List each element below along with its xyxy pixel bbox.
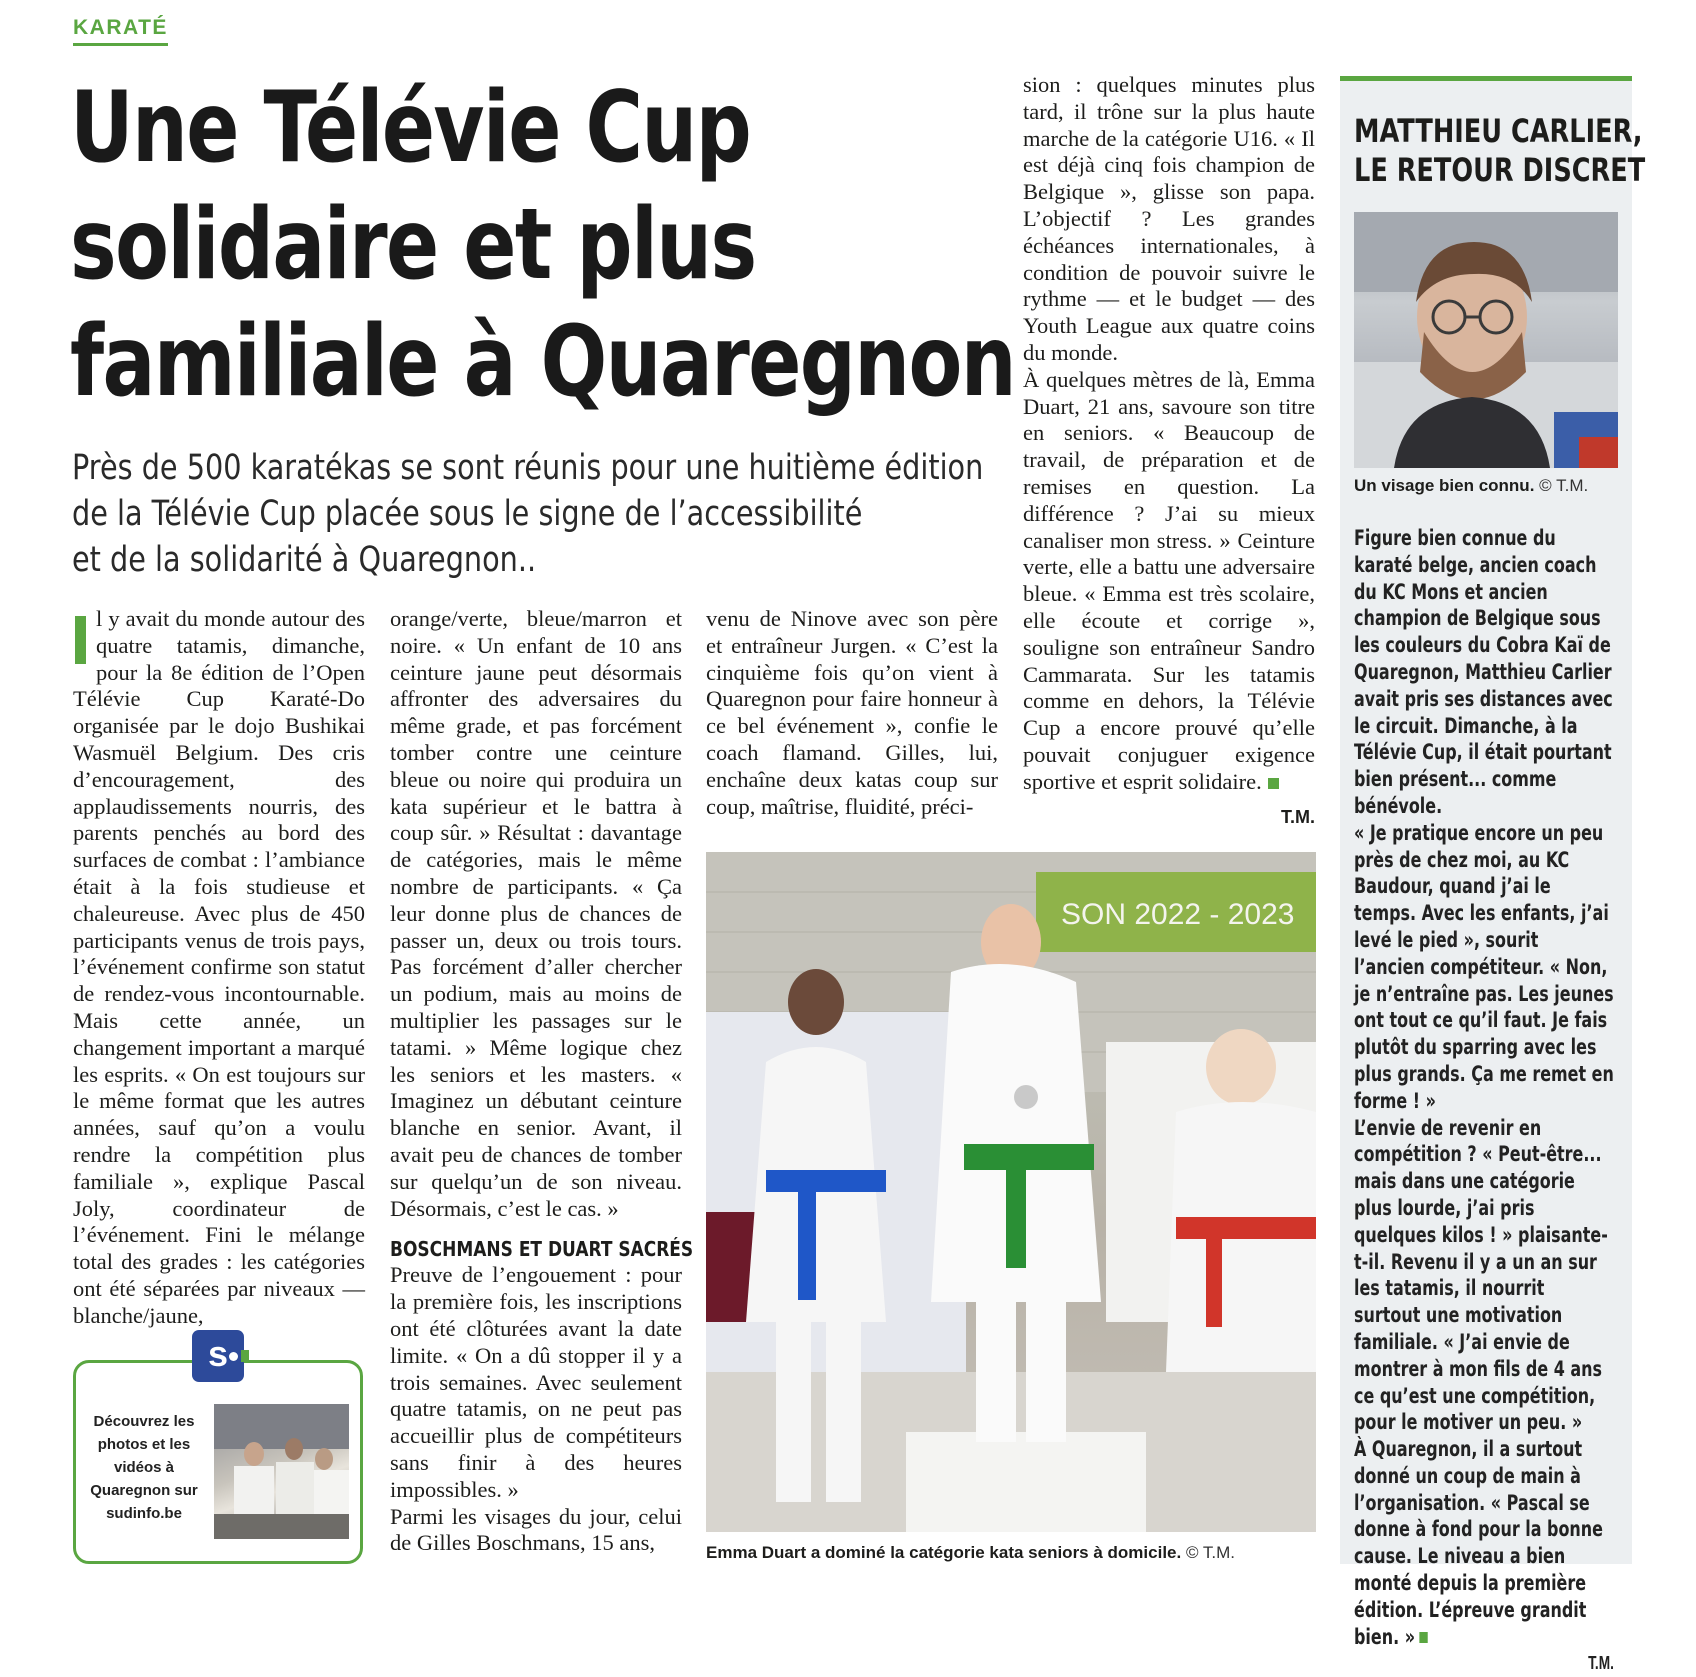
article-column-4 [1023, 72, 1315, 827]
sidebar-photo-caption [1354, 476, 1654, 496]
sidebar-end-mark-icon [1420, 1632, 1428, 1643]
sidebar-body [1354, 525, 1614, 1674]
photo-banner-text: SON 2022 - 2023 [1061, 898, 1295, 931]
headline-line-1: Une Télévie Cup [70, 71, 751, 185]
main-caption-credit: © T.M. [1185, 1543, 1236, 1562]
subheading: BOSCHMANS ET DUART SACRÉS [390, 1237, 694, 1262]
article-column-1 [73, 606, 365, 1328]
sidebar-paragraph-3: L’envie de revenir en compétition ? « Peut-être... mais dans une catégorie plus lourde, j’ai pris quelques kilos ! » plaisante-t-il. Revenu il y a un an sur les tatamis, il nourrit surtout une motivation familiale. « J’ai envie de montrer à mon fils de 4 ans ce qu’est une compétition, pour le motiver un peu. » [1354, 1115, 1608, 1435]
promo-thumbnail[interactable] [214, 1404, 349, 1539]
lead-line-2: de la Télévie Cup placée sous le signe de l’accessibilité [72, 494, 863, 534]
article-text-col2c: Parmi les visages du jour, celui de Gilles Boschmans, 15 ans, [390, 1503, 682, 1556]
article-text-col4a: sion : quelques minutes plus tard, il trône sur la plus haute marche de la catégorie U16. « Il est déjà cinq fois champion de Belgique », glisse son papa. L’objectif ? Les grandes échéances internationales, à condition de pouvoir suivre le rythme — et le budget — des Youth League aux quatre coins du monde. [1023, 72, 1315, 365]
portrait-illustration [1354, 212, 1618, 468]
sidebar-caption-text: Un visage bien connu. [1354, 476, 1535, 495]
main-caption-text: Emma Duart a dominé la catégorie kata seniors à domicile. [706, 1543, 1182, 1562]
article-signature: T.M. [1281, 806, 1315, 827]
sidebar-title-line-2: LE RETOUR DISCRET [1354, 151, 1646, 189]
drop-cap-bar [75, 616, 86, 664]
sudinfo-logo-letter: s [207, 1333, 229, 1374]
article-text-col2b: Preuve de l’engouement : pour la première fois, les inscriptions ont été clôturées avant la date limite. « On a dû stopper il y a trois semaines. Avec seulement quatre tatamis, on ne peut pas accueillir plus de compétiteurs sans finir à des heures impossibles. » [390, 1262, 682, 1502]
promo-text[interactable]: Découvrez les photos et les vidéos à Quaregnon sur sudinfo.be [90, 1413, 198, 1522]
sidebar-paragraph-4: À Quaregnon, il a surtout donné un coup de main à l’organisation. « Pascal se donne à fond pour la bonne cause. Le niveau a bien monté depuis la première édition. L’épreuve grandit bien. » [1354, 1437, 1603, 1649]
article-text-col4b: À quelques mètres de là, Emma Duart, 21 ans, savoure son titre en seniors. « Beaucoup de travail, de préparation et de remises en question. La différence ? J’ai su mieux canaliser mon stress. » Ceinture verte, elle a battu une adversaire bleue. « Emma est très scolaire, elle écoute et corrige », souligne son entraîneur Sandro Cammarata. Sur les tatamis comme en dehors, la Télévie Cup a encore prouvé qu’elle pouvait conjuguer exigence sportive et esprit solidaire. [1023, 366, 1315, 794]
podium-photo-illustration [706, 852, 1316, 1532]
lead-paragraph [72, 445, 984, 583]
sidebar-title [1354, 112, 1646, 190]
article-text-col1: l y avait du monde autour des quatre tatamis, dimanche, pour la 8e édition de l’Open Télévie Cup Karaté-Do organisée par le dojo Bushikai Wasmuël Belgium. Des cris d’encouragement, des applaudissements nourris, des parents penchés au bord des surfaces de combat : l’ambiance était à la fois studieuse et chaleureuse. Avec plus de 450 participants venus de trois pays, l’événement confirme son statut de rendez-vous incontournable. Mais cette année, un changement important a marqué les esprits. « On est toujours sur le même format que les autres années, sauf qu’on a voulu rendre la compétition plus familiale », explique Pascal Joly, coordinateur de l’événement. Fini le mélange total des grades : les catégories ont été séparées par niveaux — blanche/jaune, [73, 606, 365, 1328]
lead-line-3: et de la solidarité à Quaregnon.. [72, 540, 537, 580]
article-text-col2a: orange/verte, bleue/marron et noire. « Un enfant de 10 ans ceinture jaune peut désormais affronter des adversaires du même grade, et pas forcément tomber contre une ceinture bleue ou noire qui produira un kata supérieur et le battra à coup sûr. » Résultat : davantage de catégories, mais le même nombre de participants. « Ça leur donne plus de chances de passer un, deux ou trois tours. Pas forcément d’aller chercher un podium, mais au moins de multiplier les passages sur le tatami. » Même logique chez les seniors et les masters. « Imaginez un débutant ceinture blanche en senior. Avant, il avait peu de chances de tomber sur quelqu’un de son niveau. Désormais, c’est le cas. » [390, 606, 682, 1221]
section-tag: KARATÉ [73, 16, 168, 46]
sidebar-paragraph-1: Figure bien connue du karaté belge, ancien coach du KC Mons et ancien champion de Belgique sous les couleurs du Cobra Kaï de Quaregnon, Matthieu Carlier avait pris ses distances avec le circuit. Dimanche, à la Télévie Cup, il était pourtant bien présent... comme bénévole. [1354, 526, 1613, 818]
main-photo [706, 852, 1316, 1532]
headline-line-2: solidaire et plus [70, 188, 756, 302]
sudinfo-logo-icon [192, 1330, 244, 1382]
sidebar-caption-credit: © T.M. [1539, 476, 1589, 495]
sidebar-title-line-1: MATTHIEU CARLIER, [1354, 112, 1643, 150]
sidebar-paragraph-2: « Je pratique encore un peu près de chez moi, au KC Baudour, quand j’ai le temps. Avec les enfants, j’ai levé le pied », sourit l’ancien compétiteur. « Non, je n’entraîne pas. Les jeunes ont tout ce qu’il faut. Je fais plutôt du sparring avec les plus grands. Ça me remet en forme ! » [1354, 820, 1614, 1113]
promo-thumbnail-illustration [214, 1404, 349, 1539]
lead-line-1: Près de 500 karatékas se sont réunis pour une huitième édition [72, 448, 984, 488]
article-column-2 [390, 606, 694, 1606]
headline-line-3: familiale à Quaregnon [70, 305, 1015, 419]
sidebar-signature: T.M. [1588, 1653, 1614, 1674]
article-column-3 [706, 606, 998, 819]
article-text-col3: venu de Ninove avec son père et entraîneur Jurgen. « C’est la cinquième fois qu’on vient à Quaregnon pour faire honneur à ce bel événement », confie le coach flamand. Gilles, lui, enchaîne deux katas coup sur coup, maîtrise, fluidité, préci- [706, 606, 998, 819]
end-mark-icon [1268, 778, 1279, 789]
main-photo-caption [706, 1543, 1326, 1563]
headline [70, 70, 1015, 421]
sidebar-portrait-photo [1354, 212, 1618, 468]
